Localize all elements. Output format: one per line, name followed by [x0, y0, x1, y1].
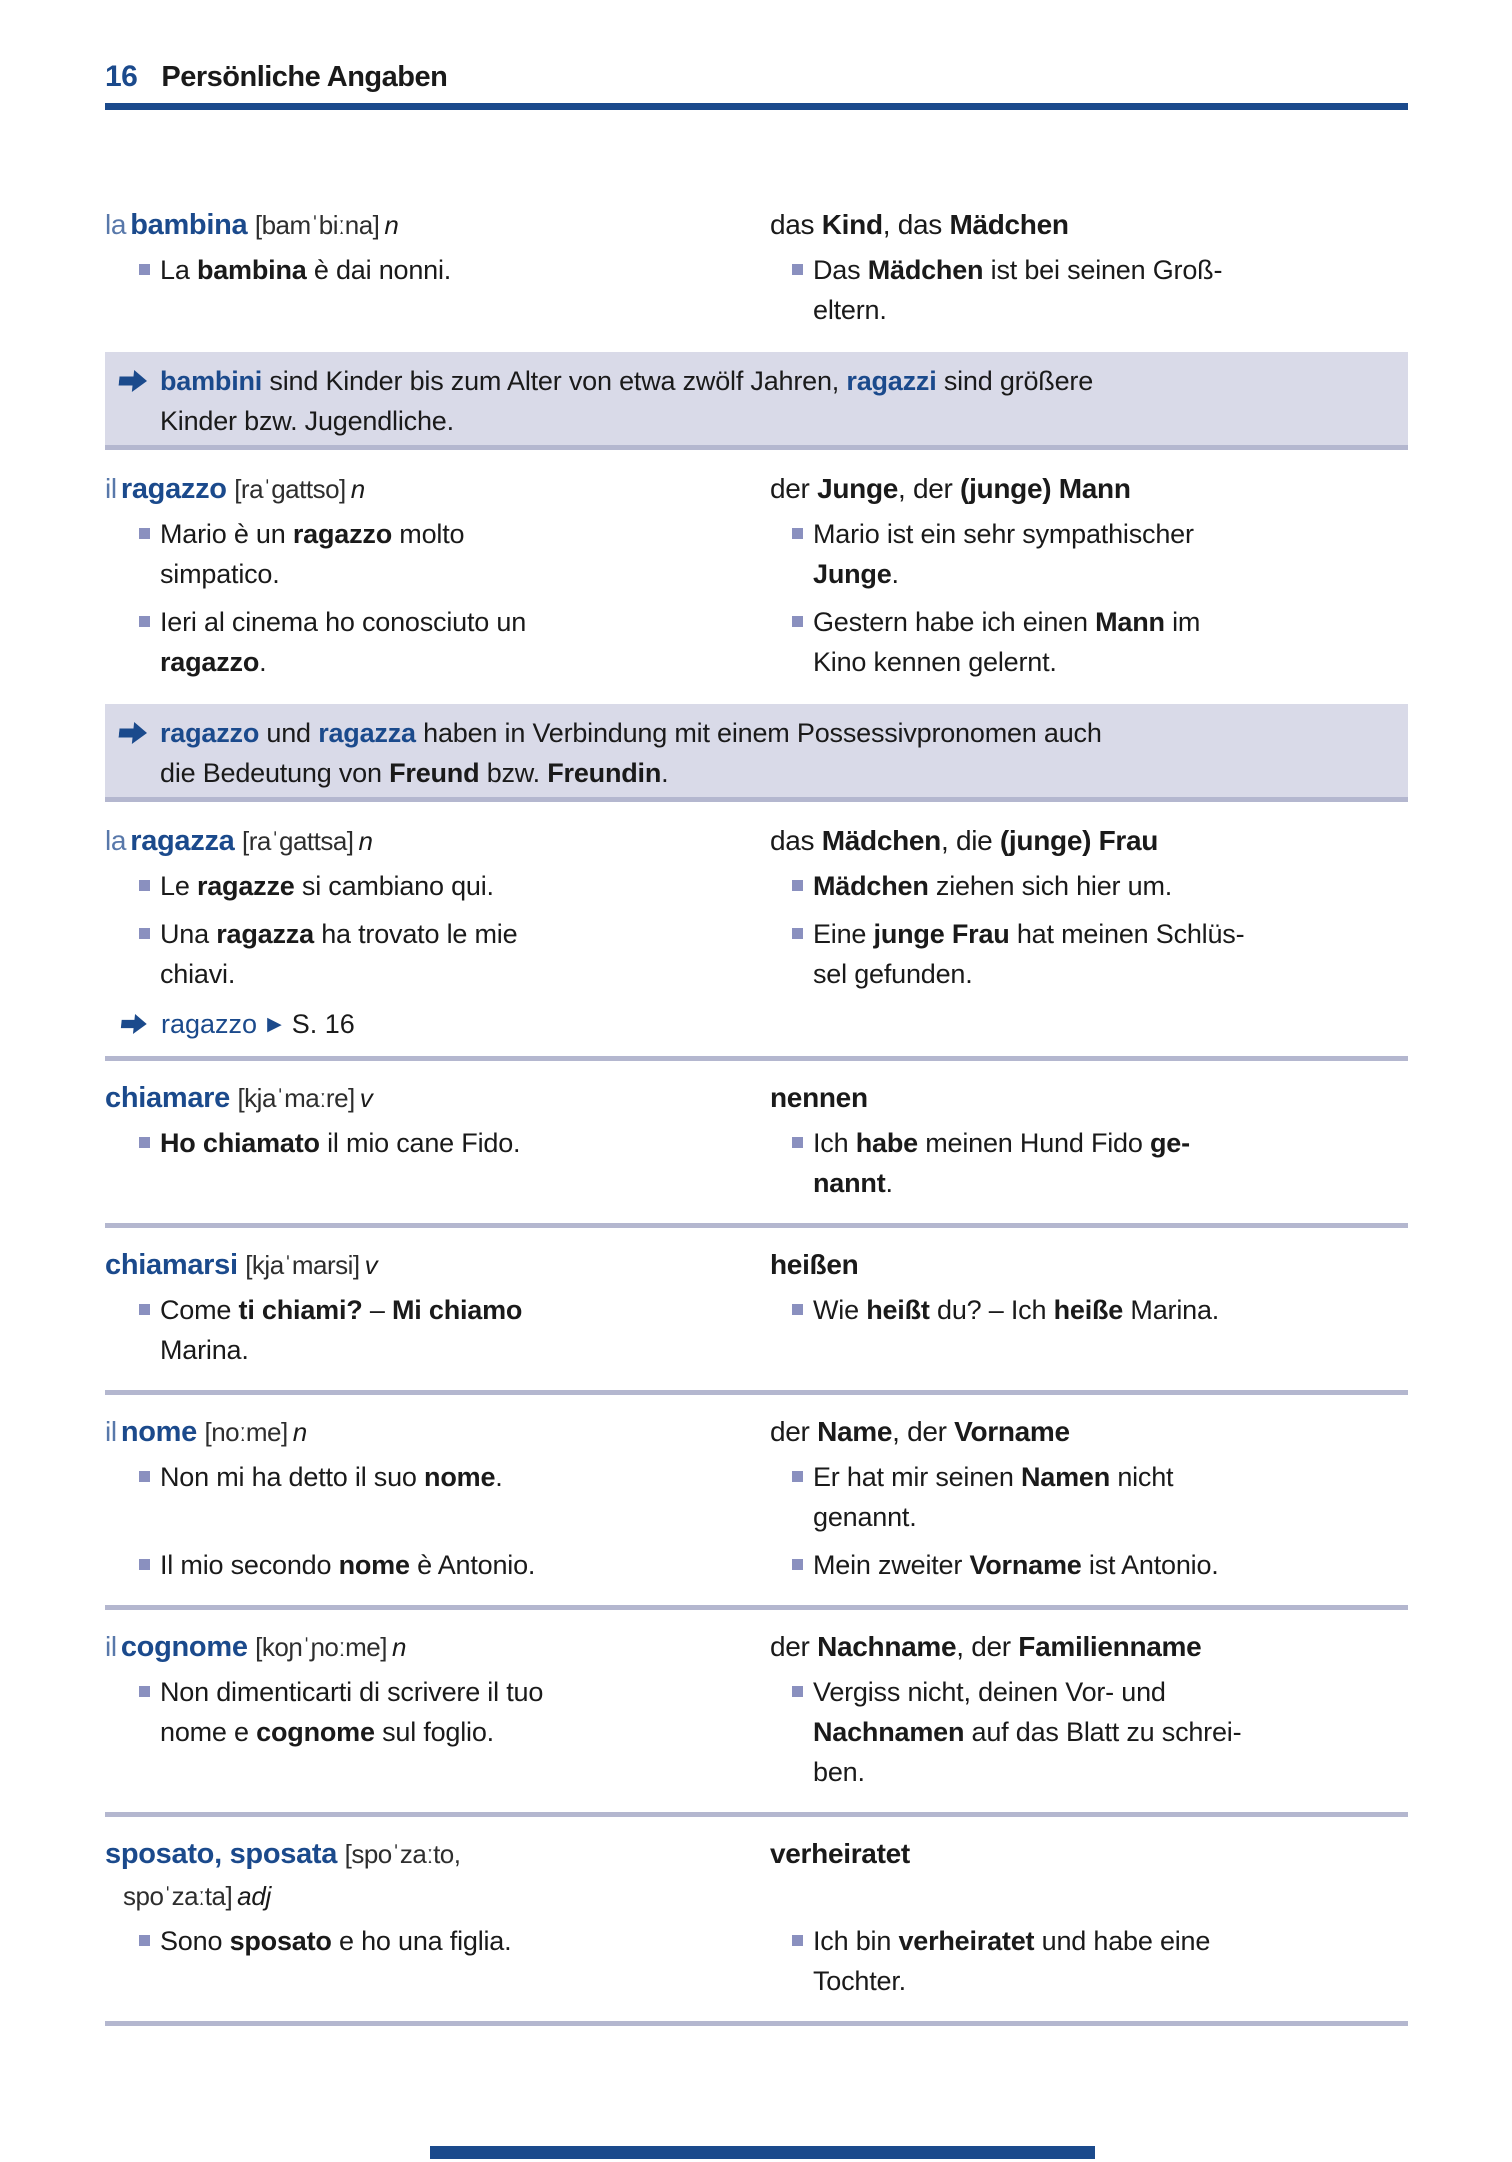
- head-row: [105, 1833, 1408, 1921]
- example-it: [139, 1672, 770, 1752]
- bullet-square-icon: [792, 528, 803, 539]
- headword: chiamare: [105, 1082, 230, 1114]
- bullet-square-icon: [792, 1304, 803, 1315]
- bullet-square-icon: [139, 264, 150, 275]
- bullet-square-icon: [792, 1137, 803, 1148]
- head-row: [105, 1244, 1408, 1290]
- bullet-square-icon: [139, 528, 150, 539]
- headword: bambina: [130, 209, 248, 241]
- example-line: Marina.: [160, 1335, 249, 1365]
- example-row: [105, 866, 1408, 914]
- arrow-right-icon: [121, 1014, 147, 1034]
- usage-note: [105, 352, 1408, 450]
- entry-bambina: [105, 188, 1408, 350]
- example-line: Non dimenticarti di scrivere il tuo: [160, 1677, 544, 1707]
- head-row: [105, 1411, 1408, 1457]
- example-de: [792, 602, 1407, 682]
- translation-head-de: der Nachname, der Familienname: [770, 1631, 1202, 1662]
- example-row: [105, 602, 1408, 690]
- bullet-square-icon: [139, 1137, 150, 1148]
- example-de: [792, 866, 1407, 906]
- headword-block-it: [105, 1077, 770, 1119]
- article-label: la: [105, 209, 127, 240]
- part-of-speech: n: [350, 474, 365, 504]
- headword-block-it: [105, 1411, 770, 1453]
- headword: nome: [120, 1416, 197, 1448]
- example-de: [792, 250, 1407, 330]
- head-row: [105, 204, 1408, 250]
- pronunciation: [spoˈzaːto,: [344, 1839, 461, 1869]
- example-line: Vergiss nicht, deinen Vor- und: [813, 1677, 1166, 1707]
- example-row: [105, 1290, 1408, 1378]
- example-row: [105, 914, 1408, 1002]
- head-row: [105, 820, 1408, 866]
- entry-cognome: [105, 1610, 1408, 1812]
- example-line: Nachnamen auf das Blatt zu schrei-: [813, 1717, 1242, 1747]
- example-it: [139, 866, 770, 906]
- pronunciation: [noːme]: [204, 1417, 288, 1447]
- example-line: genannt.: [813, 1502, 917, 1532]
- example-line: Mein zweiter Vorname ist Antonio.: [813, 1550, 1219, 1580]
- example-line: ben.: [813, 1757, 865, 1787]
- translation-head-de: das Kind, das Mädchen: [770, 209, 1069, 240]
- arrow-right-icon: [119, 370, 147, 392]
- example-line: nome e cognome sul foglio.: [160, 1717, 494, 1747]
- example-de: [792, 1545, 1407, 1585]
- page-number: 16: [105, 60, 138, 93]
- example-row: [105, 514, 1408, 602]
- example-de: [792, 1290, 1407, 1330]
- bullet-square-icon: [139, 1559, 150, 1570]
- bullet-square-icon: [139, 1471, 150, 1482]
- example-line: ragazzo.: [160, 647, 267, 677]
- example-row: [105, 250, 1408, 338]
- example-de: [792, 1921, 1407, 2001]
- headword-block-it: [105, 1626, 770, 1668]
- pronunciation: [koɲˈɲoːme]: [255, 1632, 387, 1662]
- example-it: [139, 250, 770, 290]
- example-row: [105, 1123, 1408, 1211]
- translation-head-de: der Name, der Vorname: [770, 1416, 1070, 1447]
- pronunciation: [kjaˈmaːre]: [237, 1083, 355, 1113]
- example-de: [792, 914, 1407, 994]
- headword: cognome: [120, 1631, 248, 1663]
- pronunciation-continued: spoˈzaːta]: [123, 1881, 233, 1911]
- example-line: Er hat mir seinen Namen nicht: [813, 1462, 1174, 1492]
- example-line: Ich bin verheiratet und habe eine: [813, 1926, 1211, 1956]
- bullet-square-icon: [792, 1686, 803, 1697]
- example-line: Wie heißt du? – Ich heiße Marina.: [813, 1295, 1220, 1325]
- example-it: [139, 1457, 770, 1497]
- translation-head-de: verheiratet: [770, 1838, 910, 1869]
- note-text: [160, 361, 1093, 441]
- note-text: [160, 713, 1102, 793]
- headword-block-it: [105, 204, 770, 246]
- example-it: [139, 602, 770, 682]
- bullet-square-icon: [792, 1935, 803, 1946]
- translation-head-de: das Mädchen, die (junge) Frau: [770, 825, 1159, 856]
- article-label: il: [105, 1631, 117, 1662]
- note-line: ragazzo und ragazza haben in Verbindung mit einem Possessivpronomen auch: [160, 718, 1102, 748]
- bullet-square-icon: [792, 928, 803, 939]
- example-line: La bambina è dai nonni.: [160, 255, 452, 285]
- example-it: [139, 1545, 770, 1585]
- example-line: Ich habe meinen Hund Fido ge-: [813, 1128, 1190, 1158]
- example-line: Gestern habe ich einen Mann im: [813, 607, 1201, 637]
- example-it: [139, 514, 770, 594]
- example-de: [792, 1457, 1407, 1537]
- example-line: Das Mädchen ist bei seinen Groß-: [813, 255, 1223, 285]
- example-line: Tochter.: [813, 1966, 906, 1996]
- headword-block-it: [105, 1244, 770, 1286]
- example-it: [139, 1290, 770, 1370]
- example-row: [105, 1545, 1408, 1593]
- part-of-speech: v: [359, 1083, 373, 1113]
- headword: chiamarsi: [105, 1249, 238, 1281]
- example-line: Mario ist ein sehr sympathischer: [813, 519, 1194, 549]
- example-line: nannt.: [813, 1168, 893, 1198]
- headword: ragazza: [130, 825, 235, 857]
- entry-chiamare: [105, 1061, 1408, 1223]
- headword-block-it: [105, 820, 770, 862]
- example-line: Junge.: [813, 559, 899, 589]
- example-line: Come ti chiami? – Mi chiamo: [160, 1295, 523, 1325]
- example-line: Kino kennen gelernt.: [813, 647, 1057, 677]
- example-line: Una ragazza ha trovato le mie: [160, 919, 518, 949]
- example-it: [139, 1921, 770, 1961]
- example-line: sel gefunden.: [813, 959, 973, 989]
- example-line: Le ragazze si cambiano qui.: [160, 871, 494, 901]
- example-line: Il mio secondo nome è Antonio.: [160, 1550, 536, 1580]
- cross-reference-page: S. 16: [291, 1008, 355, 1039]
- article-label: il: [105, 473, 117, 504]
- bullet-square-icon: [792, 264, 803, 275]
- note-line: Kinder bzw. Jugendliche.: [160, 406, 454, 436]
- part-of-speech: n: [292, 1417, 307, 1447]
- example-line: Eine junge Frau hat meinen Schlüs-: [813, 919, 1245, 949]
- example-line: Sono sposato e ho una figlia.: [160, 1926, 512, 1956]
- example-de: [792, 1672, 1407, 1792]
- bullet-square-icon: [139, 1686, 150, 1697]
- arrow-right-icon: [119, 722, 147, 744]
- entry-divider: [105, 2021, 1408, 2026]
- example-line: Ieri al cinema ho conosciuto un: [160, 607, 527, 637]
- example-it: [139, 1123, 770, 1163]
- entry-ragazza: [105, 804, 1408, 1056]
- translation-head-de: nennen: [770, 1082, 868, 1113]
- translation-head-de: heißen: [770, 1249, 859, 1280]
- entry-sposato: [105, 1817, 1408, 2021]
- cross-reference: [121, 1004, 1408, 1044]
- bullet-square-icon: [139, 616, 150, 627]
- headword: sposato, sposata: [105, 1838, 338, 1870]
- article-label: la: [105, 825, 127, 856]
- bullet-square-icon: [139, 928, 150, 939]
- page-title: Persönliche Angaben: [161, 61, 448, 93]
- usage-note: [105, 704, 1408, 802]
- example-line: Non mi ha detto il suo nome.: [160, 1462, 503, 1492]
- part-of-speech: adj: [237, 1881, 271, 1911]
- head-row: [105, 468, 1408, 514]
- bullet-square-icon: [139, 1304, 150, 1315]
- example-line: Mädchen ziehen sich hier um.: [813, 871, 1173, 901]
- example-line: simpatico.: [160, 559, 280, 589]
- page-header: [105, 0, 1408, 110]
- bullet-square-icon: [139, 1935, 150, 1946]
- note-line: bambini sind Kinder bis zum Alter von etwa zwölf Jahren, ragazzi sind größere: [160, 366, 1094, 396]
- cross-reference-word: ragazzo: [161, 1008, 258, 1039]
- entry-ragazzo: [105, 452, 1408, 702]
- head-row: [105, 1077, 1408, 1123]
- example-line: eltern.: [813, 295, 887, 325]
- part-of-speech: n: [391, 1632, 407, 1662]
- example-de: [792, 514, 1407, 594]
- entry-nome: [105, 1395, 1408, 1605]
- headword-block-it: [105, 1833, 770, 1917]
- example-row: [105, 1921, 1408, 2009]
- headword-block-it: [105, 468, 770, 510]
- headword: ragazzo: [120, 473, 227, 505]
- head-row: [105, 1626, 1408, 1672]
- example-line: Mario è un ragazzo molto: [160, 519, 465, 549]
- bullet-square-icon: [139, 880, 150, 891]
- entry-chiamarsi: [105, 1228, 1408, 1390]
- article-label: il: [105, 1416, 117, 1447]
- bullet-square-icon: [792, 880, 803, 891]
- bullet-square-icon: [792, 616, 803, 627]
- triangle-right-icon: ▶: [267, 1013, 282, 1035]
- example-de: [792, 1123, 1407, 1203]
- example-row: [105, 1457, 1408, 1545]
- pronunciation: [raˈgattso]: [234, 474, 346, 504]
- bullet-square-icon: [792, 1471, 803, 1482]
- example-line: chiavi.: [160, 959, 236, 989]
- example-line: Ho chiamato il mio cane Fido.: [160, 1128, 521, 1158]
- part-of-speech: n: [384, 210, 399, 240]
- translation-head-de: der Junge, der (junge) Mann: [770, 473, 1131, 504]
- footer-bar: [430, 2146, 1095, 2159]
- example-row: [105, 1672, 1408, 1800]
- part-of-speech: v: [364, 1250, 378, 1280]
- note-line: die Bedeutung von Freund bzw. Freundin.: [160, 758, 669, 788]
- pronunciation: [kjaˈmarsi]: [245, 1250, 360, 1280]
- pronunciation: [bamˈbiːna]: [254, 210, 380, 240]
- pronunciation: [raˈgattsa]: [241, 826, 354, 856]
- part-of-speech: n: [358, 826, 373, 856]
- example-it: [139, 914, 770, 994]
- bullet-square-icon: [792, 1559, 803, 1570]
